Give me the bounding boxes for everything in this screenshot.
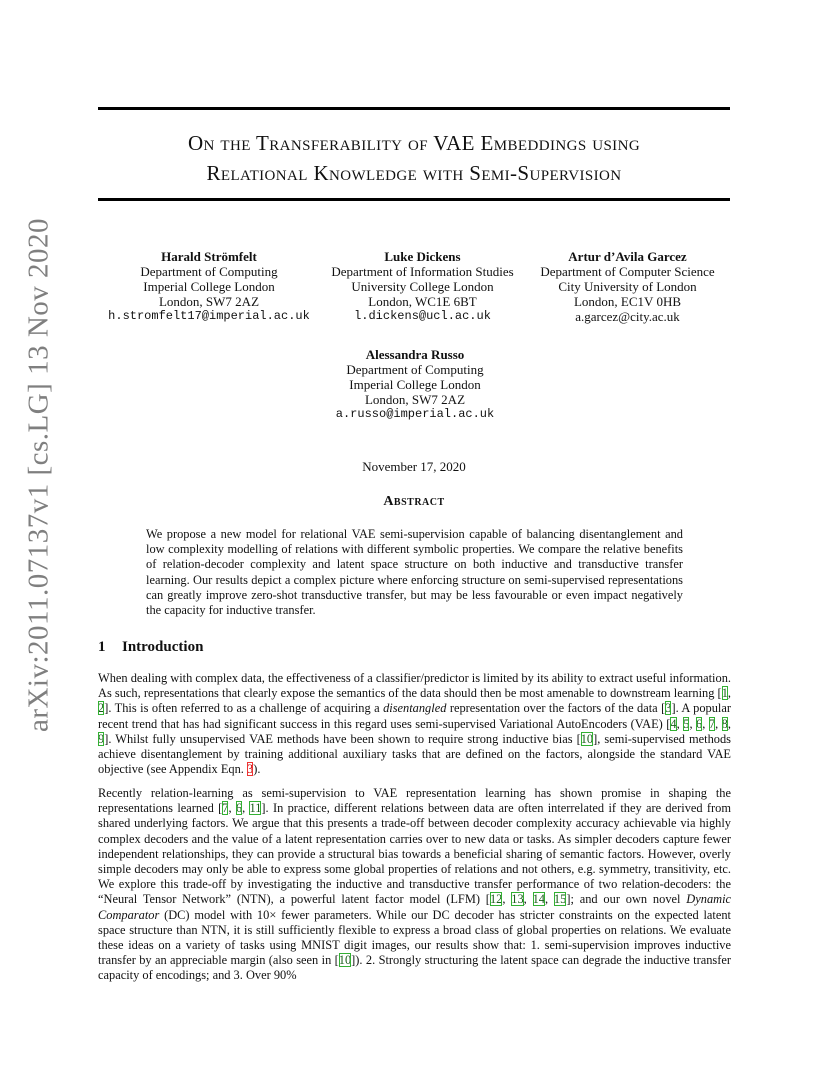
author-institution: Imperial College London: [143, 279, 275, 294]
citation-link[interactable]: 8: [721, 716, 728, 731]
citation-link[interactable]: 2: [98, 701, 105, 716]
author-dept: Department of Computer Science: [540, 264, 715, 279]
text-run: When dealing with complex data, the effectiveness of a classifier/predictor is limited by its ability to extract useful information. As such, representations that clearly expose the semantics of the data should then be most amenable to downstream learning [: [98, 671, 731, 701]
title-rule-bottom: [98, 198, 730, 201]
author-name: Artur d’Avila Garcez: [568, 249, 687, 264]
section-number: 1: [98, 639, 106, 655]
citation-link[interactable]: 7: [708, 716, 716, 731]
author-block: [530, 249, 725, 324]
text-run: (DC) model with 10× fewer parameters. While our DC decoder has stricter constraints on the expected latent space structure than NTN, it is still sufficiently flexible to express a broad class of global properties on relations. We evaluate these ideas on a variety of tasks using MNIST digit images, our results show that: 1. semi-supervision improves inductive transfer by an appreciable margin (also seen in [: [98, 907, 731, 968]
author-block: [98, 249, 320, 324]
text-run: ]. Whilst fully unsupervised VAE methods have been shown to require strong inductive bias [: [104, 731, 581, 746]
citation-link[interactable]: 15: [553, 892, 567, 907]
equation-link[interactable]: 3: [247, 762, 254, 777]
text-run: ).: [253, 762, 261, 777]
citation-link[interactable]: 6: [696, 716, 703, 731]
author-email[interactable]: l.dickens@ucl.ac.uk: [354, 309, 491, 323]
text-run: ]. This is often referred to as a challenge of acquiring a: [104, 701, 384, 716]
title-line-1: On the Transferability of VAE Embeddings using: [187, 131, 641, 155]
title-rule-top: [98, 107, 730, 110]
author-dept: Department of Computing: [140, 264, 278, 279]
citation-link[interactable]: 1: [721, 686, 728, 701]
arxiv-stamp: [22, 217, 56, 733]
citation-link[interactable]: 13: [511, 892, 524, 907]
text-run: Recently relation-learning as semi-supervision to VAE representation learning has shown promise in shaping the representations learned [: [98, 786, 731, 816]
text-run: ]. In practice, different relations between data are often interrelated if they are derived from shared underlying factors. We argue that this presents a trade-off between decoder complexity accuracy achievable via highly complex decoders and the value of a latent representation carries over to new data or tasks. As simpler decoders capture fewer independent relationships, they can provide a structural bias towards a beneficial sharing of semantic factors. However, overly simple decoders may only be able to express some global properties of relations and not others, e.g. symmetry, transitivity, etc. We explore this trade-off by investigating the inductive and transductive transfer performance of two relation-decoders: the “Neural Tensor Network” (NTN), a powerful latent factor model (LFM) [: [98, 801, 731, 907]
title-line-2: Relational Knowledge with Semi-Supervision: [206, 161, 622, 185]
emphasis: Dynamic Comparator: [98, 892, 732, 922]
arxiv-id: arXiv:2011.07137v1 [cs.LG] 13 Nov 2020: [22, 217, 55, 733]
citation-link[interactable]: 6: [235, 801, 243, 816]
author-email[interactable]: a.russo@imperial.ac.uk: [335, 407, 495, 421]
citation-link[interactable]: 9: [98, 731, 105, 746]
author-address: London, WC1E 6BT: [368, 294, 477, 309]
citation-link[interactable]: 14: [532, 892, 545, 907]
author-institution: University College London: [351, 279, 494, 294]
text-run: representation over the factors of the data [: [446, 701, 666, 716]
paper-date: November 17, 2020: [362, 459, 466, 474]
author-dept: Department of Computing: [346, 362, 484, 377]
author-email[interactable]: h.stromfelt17@imperial.ac.uk: [108, 309, 310, 323]
paper-title: [98, 128, 730, 188]
text-run: ]. A popular recent trend that has had significant success in this regard uses semi-supervised Variational AutoEncoders (VAE) [: [98, 701, 731, 731]
citation-link[interactable]: 7: [222, 801, 229, 816]
body-paragraph: Recently relation-learning as semi-supervision to VAE representation learning has shown promise in shaping the representations learned [7, 6, 11]. In practice, different relations between data are often interrelated if they are derived from shared underlying factors. We argue that this presents a trade-off between decoder complexity accuracy achievable via highly complex decoders and the value of a latent representation carries over to new data or tasks. As simpler decoders capture fewer independent relationships, they can provide a structural bias towards a beneficial sharing of semantic factors. However, overly simple decoders may only be able to express some global properties of relations and not others, e.g. symmetry, transitivity, etc. We explore this trade-off by investigating the inductive and transductive transfer performance of two relation-decoders: the “Neural Tensor Network” (NTN), a powerful latent factor model (LFM) [12, 13, 14, 15]; and our own novel Dynamic Comparator (DC) model with 10× fewer parameters. While our DC decoder has stricter constraints on the expected latent space structure than NTN, it is still sufficiently flexible to express a broad class of global properties on relations. We evaluate these ideas on a variety of tasks using MNIST digit images, our results show that: 1. semi-supervision improves inductive transfer by an appreciable margin (also seen in [10]). 2. Strongly structuring the latent space can degrade the inductive transfer capacity of encodings; and 3. Over 90%: [98, 786, 732, 983]
body-paragraph: When dealing with complex data, the effectiveness of a classifier/predictor is limited by its ability to extract useful information. As such, representations that clearly expose the semantics of the data should then be most amenable to downstream learning [1, 2]. This is often referred to as a challenge of acquiring a disentangled representation over the factors of the data [3]. A popular recent trend that has had significant success in this regard uses semi-supervised Variational AutoEncoders (VAE) [4, 5, 6, 7, 8, 9]. Whilst fully unsupervised VAE methods have been shown to require strong inductive bias [10], semi-supervised methods achieve disentanglement by training additional auxiliary tasks that are defined on the factors, alongside the standard VAE objective (see Appendix Eqn. 3).: [98, 671, 731, 777]
emphasis: disentangled: [383, 701, 447, 716]
author-block: [320, 249, 525, 324]
author-institution: Imperial College London: [349, 377, 481, 392]
text-run: ], semi-supervised methods achieve disentanglement by training additional auxiliary tasks that are defined on the factors, alongside the standard VAE objective (see Appendix Eqn.: [98, 731, 731, 777]
author-name: Luke Dickens: [384, 249, 461, 264]
text-run: ]; and our own novel: [566, 892, 687, 907]
citation-link[interactable]: 4: [670, 716, 677, 731]
author-institution: City University of London: [558, 279, 697, 294]
author-email[interactable]: a.garcez@city.ac.uk: [575, 309, 680, 324]
author-address: London, SW7 2AZ: [158, 294, 260, 309]
author-name: Harald Strömfelt: [161, 249, 257, 264]
text-run: ,: [727, 686, 731, 701]
author-dept: Department of Information Studies: [331, 264, 514, 279]
citation-link[interactable]: 10: [338, 953, 352, 968]
citation-link[interactable]: 3: [665, 701, 672, 716]
author-name: Alessandra Russo: [365, 347, 465, 362]
author-address: London, SW7 2AZ: [364, 392, 466, 407]
text-run: ]). 2. Strongly structuring the latent space can degrade the inductive transfer capacity of encodings; and 3. Over 90%: [98, 953, 731, 983]
citation-link[interactable]: 5: [683, 716, 690, 731]
author-block: [310, 347, 520, 422]
citation-link[interactable]: 12: [489, 892, 503, 907]
abstract-heading: Abstract: [383, 494, 445, 509]
abstract-text: We propose a new model for relational VAE semi-supervision capable of balancing disentanglement and low complexity modelling of relations with different symbolic properties. We compare the relative benefits of relation-decoder complexity and latent space structure on both inductive and transductive transfer learning. Our results depict a complex picture where enforcing structure on semi-supervised representations can greatly improve zero-shot transductive transfer, but may be less favourable or even impact negatively the capacity for inductive transfer.: [146, 527, 683, 618]
citation-link[interactable]: 10: [580, 731, 594, 746]
citation-link[interactable]: 11: [249, 801, 262, 816]
section-heading: [98, 639, 203, 656]
author-address: London, EC1V 0HB: [573, 294, 681, 309]
section-title: Introduction: [122, 639, 204, 655]
